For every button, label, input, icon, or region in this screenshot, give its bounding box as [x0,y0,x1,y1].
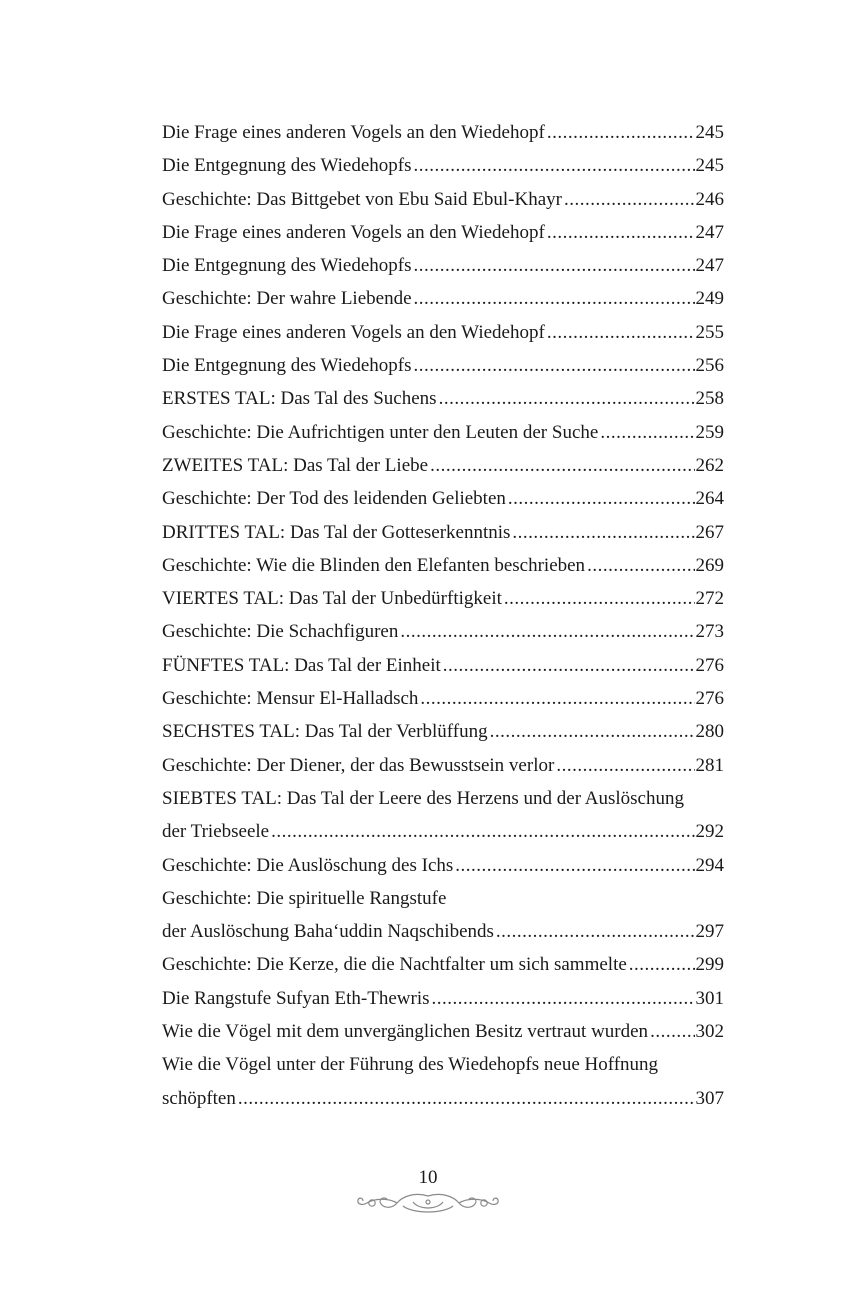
toc-entry-title: Geschichte: Der Diener, der das Bewusstsein verlor [162,754,555,776]
toc-entry-title: der Triebseele [162,821,270,843]
toc-entry [162,316,724,349]
toc-entry [162,815,724,848]
toc-entry [162,982,724,1015]
toc-dot-leader [496,915,695,948]
toc-entry-page-number: 280 [695,721,724,743]
toc-dot-leader [512,516,694,549]
toc-entry-page-number: 245 [695,155,724,177]
toc-entry-page-number: 258 [695,388,724,410]
toc-entry-title: Geschichte: Die Schachfiguren [162,621,399,643]
toc-entry-page-number: 276 [695,688,724,710]
toc-entry-continuation [162,882,724,915]
toc-entry [162,382,724,415]
toc-dot-leader [439,382,695,415]
toc-entry-page-number: 264 [695,488,724,510]
toc-entry-title: Geschichte: Der wahre Liebende [162,288,412,310]
toc-entry-title: Geschichte: Die Aufrichtigen unter den Leuten der Suche [162,421,599,443]
toc-entry [162,216,724,249]
toc-dot-leader [414,282,695,315]
toc-entry-title: der Auslöschung Baha‘uddin Naqschibends [162,921,494,943]
toc-entry [162,116,724,149]
toc-entry-title: FÜNFTES TAL: Das Tal der Einheit [162,654,441,676]
toc-entry [162,715,724,748]
toc-dot-leader [430,449,694,482]
toc-dot-leader [271,815,694,848]
toc-entry-title: schöpften [162,1087,236,1109]
toc-dot-leader [600,416,694,449]
toc-entry-page-number: 292 [695,821,724,843]
toc-entry-title: Die Entgegnung des Wiedehopfs [162,155,412,177]
toc-entry-title: Geschichte: Die Auslöschung des Ichs [162,854,454,876]
toc-entry [162,682,724,715]
toc-entry-title: Die Entgegnung des Wiedehopfs [162,255,412,277]
toc-entry-title: DRITTES TAL: Das Tal der Gotteserkenntnis [162,521,511,543]
toc-dot-leader [547,116,695,149]
toc-entry-page-number: 267 [695,521,724,543]
table-of-contents [162,116,724,1115]
toc-entry-page-number: 307 [695,1087,724,1109]
toc-entry [162,749,724,782]
toc-entry [162,1082,724,1115]
toc-entry-page-number: 273 [695,621,724,643]
toc-entry [162,1015,724,1048]
toc-dot-leader [432,982,695,1015]
toc-dot-leader [455,849,694,882]
scroll-ornament-icon [353,1190,503,1216]
toc-entry-page-number: 272 [695,588,724,610]
toc-entry-page-number: 246 [695,188,724,210]
toc-entry-title: Die Rangstufe Sufyan Eth-Thewris [162,987,430,1009]
toc-dot-leader [414,149,695,182]
toc-dot-leader [508,482,695,515]
toc-entry [162,349,724,382]
toc-dot-leader [556,749,694,782]
toc-dot-leader [490,715,695,748]
toc-entry [162,549,724,582]
toc-entry-title: Die Frage eines anderen Vogels an den Wiedehopf [162,321,545,343]
toc-entry-page-number: 294 [695,854,724,876]
toc-dot-leader [587,549,694,582]
toc-entry-title: SECHSTES TAL: Das Tal der Verblüffung [162,721,488,743]
toc-entry [162,416,724,449]
toc-entry-title: Die Entgegnung des Wiedehopfs [162,355,412,377]
toc-entry-continuation [162,782,724,815]
page-number: 10 [418,1167,438,1188]
toc-entry [162,615,724,648]
toc-entry-page-number: 276 [695,654,724,676]
toc-dot-leader [238,1082,695,1115]
toc-entry-title: Geschichte: Das Bittgebet von Ebu Said Ebul-Khayr [162,188,562,210]
toc-entry [162,915,724,948]
toc-entry-title: ZWEITES TAL: Das Tal der Liebe [162,454,429,476]
toc-dot-leader [414,249,695,282]
toc-entry-title: Wie die Vögel unter der Führung des Wiedehopfs neue Hoffnung [162,1054,659,1076]
toc-entry-title: Die Frage eines anderen Vogels an den Wiedehopf [162,122,545,143]
toc-entry [162,649,724,682]
toc-entry-page-number: 247 [695,255,724,277]
toc-entry-page-number: 297 [695,921,724,943]
toc-dot-leader [443,649,695,682]
toc-entry-page-number: 245 [695,122,724,143]
toc-dot-leader [504,582,695,615]
toc-entry-title: Geschichte: Wie die Blinden den Elefanten beschrieben [162,554,586,576]
toc-entry-page-number: 299 [695,954,724,976]
toc-entry-title: SIEBTES TAL: Das Tal der Leere des Herzens und der Auslöschung [162,787,684,809]
toc-entry-page-number: 247 [695,221,724,243]
toc-entry [162,183,724,216]
toc-entry [162,849,724,882]
toc-dot-leader [564,183,695,216]
toc-dot-leader [650,1015,694,1048]
page-footer [0,1166,856,1216]
toc-entry-page-number: 249 [695,288,724,310]
toc-entry-page-number: 281 [695,754,724,776]
toc-entry [162,516,724,549]
toc-entry-page-number: 255 [695,321,724,343]
toc-entry-title: Geschichte: Mensur El-Halladsch [162,688,419,710]
toc-dot-leader [400,615,694,648]
toc-entry-page-number: 269 [695,554,724,576]
toc-entry-page-number: 262 [695,454,724,476]
toc-dot-leader [547,316,695,349]
toc-entry-title: Geschichte: Die spirituelle Rangstufe [162,887,447,909]
toc-entry [162,482,724,515]
toc-entry-title: VIERTES TAL: Das Tal der Unbedürftigkeit [162,588,502,610]
toc-entry-page-number: 256 [695,355,724,377]
toc-entry [162,948,724,981]
toc-dot-leader [547,216,695,249]
toc-entry-title: Wie die Vögel mit dem unvergänglichen Besitz vertraut wurden [162,1021,649,1043]
toc-entry-title: Geschichte: Der Tod des leidenden Geliebten [162,488,506,510]
toc-entry-title: Die Frage eines anderen Vogels an den Wiedehopf [162,221,545,243]
toc-entry-title: Geschichte: Die Kerze, die die Nachtfalter um sich sammelte [162,954,627,976]
toc-entry-page-number: 259 [695,421,724,443]
toc-entry [162,282,724,315]
toc-dot-leader [420,682,694,715]
toc-entry [162,582,724,615]
toc-entry-page-number: 302 [695,1021,724,1043]
toc-entry-page-number: 301 [695,987,724,1009]
toc-dot-leader [414,349,695,382]
toc-dot-leader [629,948,695,981]
toc-entry [162,149,724,182]
toc-entry-continuation [162,1048,724,1081]
toc-entry [162,249,724,282]
toc-entry [162,449,724,482]
toc-entry-title: ERSTES TAL: Das Tal des Suchens [162,388,437,410]
